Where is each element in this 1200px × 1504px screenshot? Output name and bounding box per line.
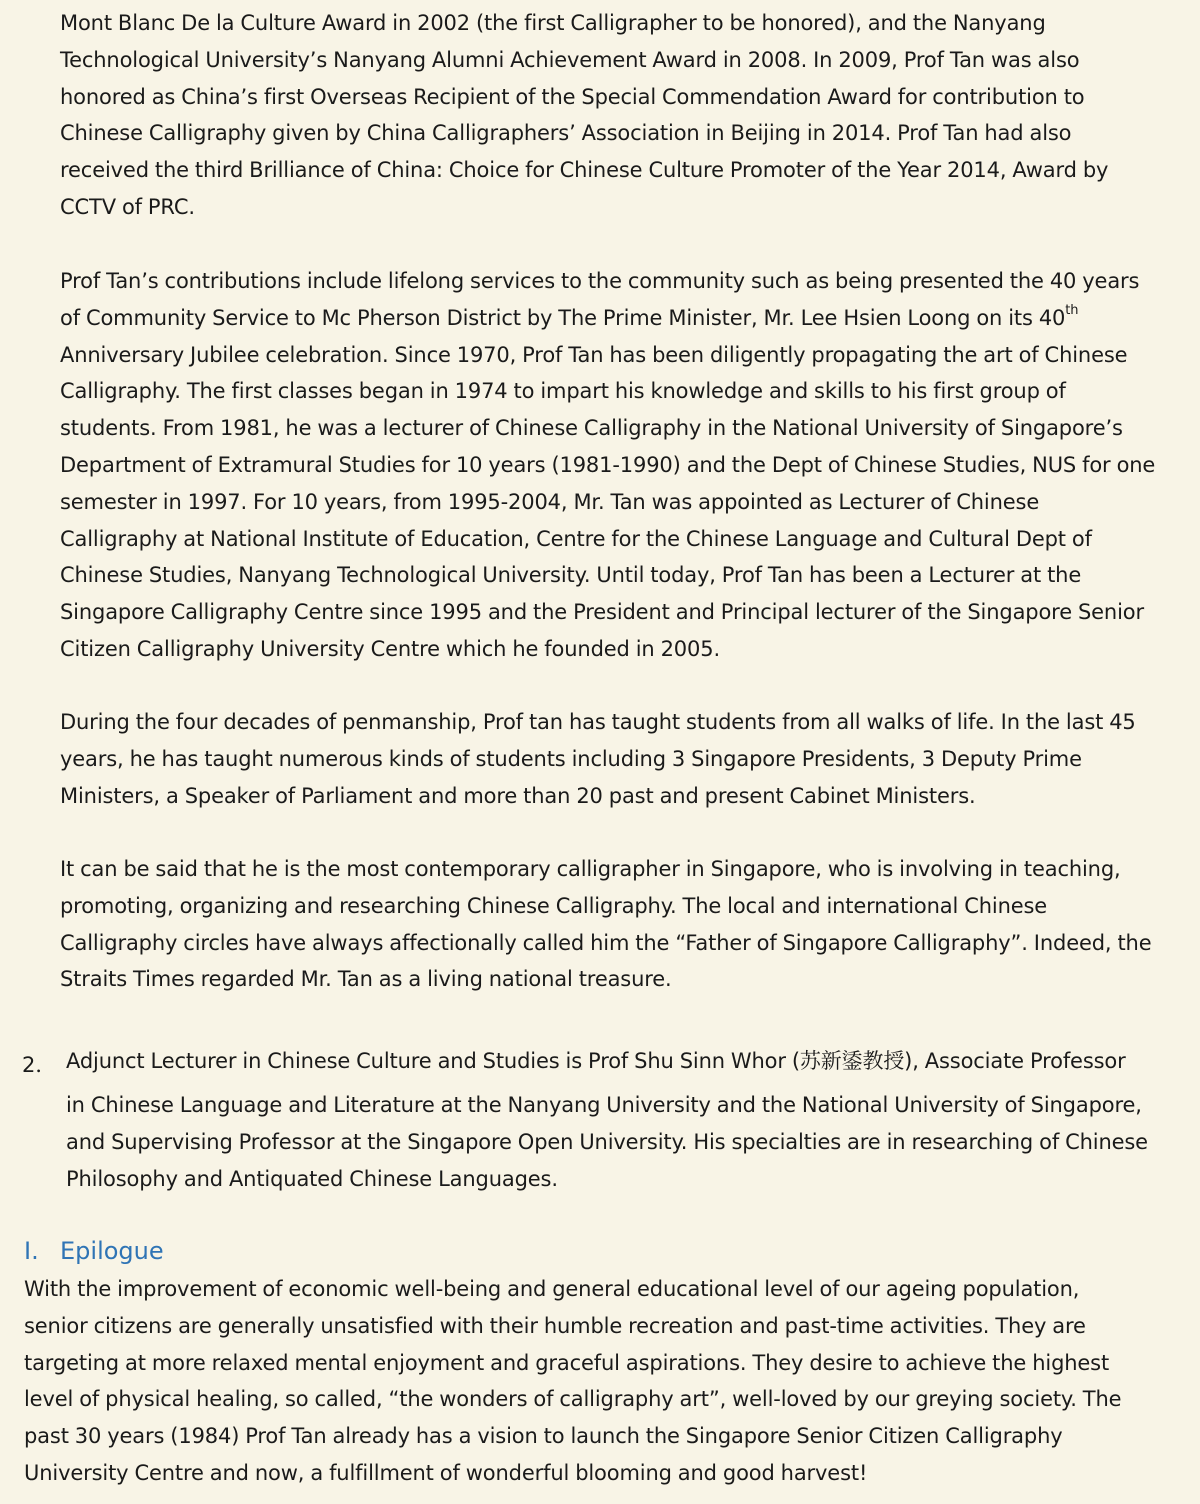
text-line: Technological University’s Nanyang Alumni Achievement Award in 2008. In 2009, Prof Tan was also [60, 47, 1080, 72]
epilogue-paragraph [24, 1271, 1190, 1492]
text-line: in Chinese Language and Literature at the Nanyang University and the National University of Singapore, [66, 1093, 1142, 1117]
text-line: Prof Tan’s contributions include lifelong services to the community such as being presented the 40 years [60, 269, 1140, 293]
text-line: semester in 1997. For 10 years, from 1995-2004, Mr. Tan was appointed as Lecturer of Chinese [60, 489, 1040, 514]
heading-number: I. [24, 1237, 39, 1265]
text-line: With the improvement of economic well-being and general educational level of our ageing population, [24, 1277, 1080, 1301]
text-line: Adjunct Lecturer in Chinese Culture and Studies is Prof Shu Sinn Whor (苏新鋈教授), Associate Professor [66, 1049, 1126, 1073]
text-line: promoting, organizing and researching Chinese Calligraphy. The local and international Chinese [60, 893, 1048, 918]
text-line: Chinese Calligraphy given by China Calligraphers’ Association in Beijing in 2014. Prof Tan had also [60, 121, 1072, 146]
text-line-main: of Community Service to Mc Pherson District by The Prime Minister, Mr. Lee Hsien Loong on its 40 [60, 305, 1066, 330]
text-line: Singapore Calligraphy Centre since 1995 and the President and Principal lecturer of the Singapore Senior [60, 600, 1144, 625]
text-line: students. From 1981, he was a lecturer of Chinese Calligraphy in the National University of Singapore’s [60, 416, 1123, 441]
text-line: Chinese Studies, Nanyang Technological University. Until today, Prof Tan has been a Lecturer at the [60, 563, 1082, 588]
text-line: past 30 years (1984) Prof Tan already has a vision to launch the Singapore Senior Citizen Calligraphy [24, 1424, 1063, 1449]
superscript-ordinal: th [1065, 302, 1079, 318]
text-line: During the four decades of penmanship, Prof tan has taught students from all walks of life. In the last 45 [60, 710, 1136, 734]
text-line: Calligraphy. The first classes began in 1974 to impart his knowledge and skills to his first group of [60, 379, 1066, 404]
teaching-paragraph [60, 704, 1190, 814]
text-line [60, 300, 1190, 337]
text-line: senior citizens are generally unsatisfied with their humble recreation and past-time activities. They are [24, 1313, 1086, 1338]
text-line: Calligraphy at National Institute of Education, Centre for the Chinese Language and Cultural Dept of [60, 526, 1092, 551]
text-line: Calligraphy circles have always affectionally called him the “Father of Singapore Calligraphy”. Indeed, the [60, 930, 1152, 955]
text-line: received the third Brilliance of China: Choice for Chinese Culture Promoter of the Year 2014, Award by [60, 158, 1109, 183]
heading-title: Epilogue [60, 1237, 164, 1265]
text-line: Philosophy and Antiquated Chinese Languages. [66, 1166, 558, 1191]
text-line: Department of Extramural Studies for 10 years (1981-1990) and the Dept of Chinese Studies, NUS for one [60, 452, 1156, 477]
text-line: level of physical healing, so called, “the wonders of calligraphy art”, well-loved by our greying society. The [24, 1387, 1122, 1412]
text-line: Anniversary Jubilee celebration. Since 1970, Prof Tan has been diligently propagating the art of Chinese [60, 342, 1128, 367]
contributions-paragraph [60, 263, 1190, 668]
text-line: Ministers, a Speaker of Parliament and more than 20 past and present Cabinet Ministers. [60, 783, 976, 808]
text-line: University Centre and now, a fulfillment of wonderful blooming and good harvest! [24, 1460, 868, 1485]
list-item-adjunct-lecturer [66, 1043, 1190, 1197]
awards-paragraph [60, 5, 1190, 226]
text-line: Mont Blanc De la Culture Award in 2002 (the first Calligrapher to be honored), and the Nanyang [60, 11, 1046, 35]
text-line: It can be said that he is the most contemporary calligrapher in Singapore, who is involving in teaching, [60, 857, 1121, 881]
text-line: CCTV of PRC. [60, 194, 195, 219]
text-line: years, he has taught numerous kinds of students including 3 Singapore Presidents, 3 Deputy Prime [60, 746, 1082, 771]
legacy-paragraph [60, 851, 1190, 998]
text-line: Citizen Calligraphy University Centre which he founded in 2005. [60, 636, 720, 661]
text-line: Straits Times regarded Mr. Tan as a living national treasure. [60, 967, 672, 992]
text-line: targeting at more relaxed mental enjoyment and graceful aspirations. They desire to achieve the highest [24, 1350, 1110, 1375]
text-line: honored as China’s first Overseas Recipient of the Special Commendation Award for contribution to [60, 84, 1085, 109]
epilogue-heading [24, 1233, 164, 1269]
text-line: and Supervising Professor at the Singapore Open University. His specialties are in researching of Chinese [66, 1129, 1148, 1154]
list-item-number: 2． [22, 1053, 57, 1077]
